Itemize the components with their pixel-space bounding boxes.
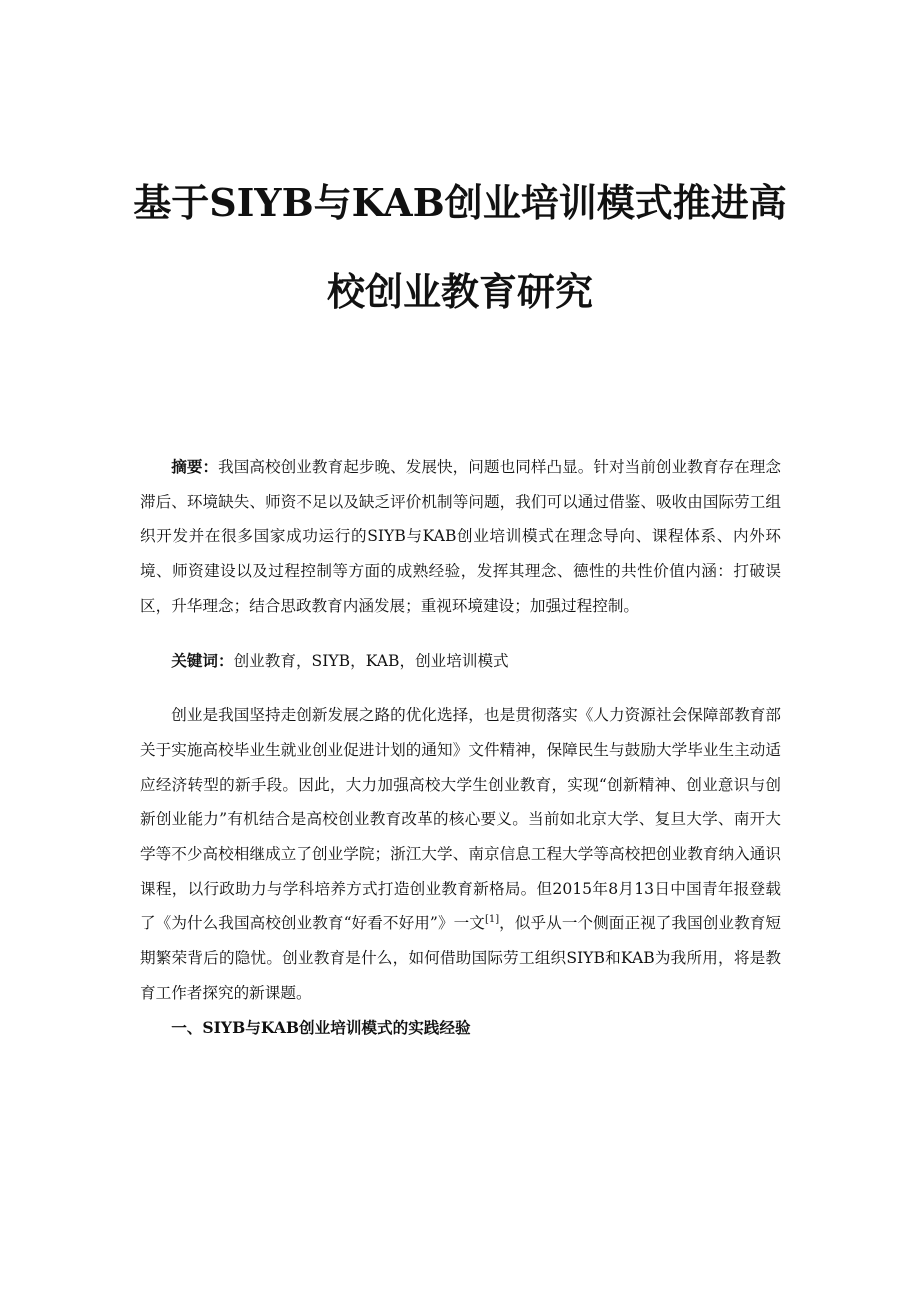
paper-body bbox=[140, 450, 781, 1045]
title-line-2: 校创业教育研究 bbox=[326, 269, 593, 314]
citation-reference: [1] bbox=[484, 914, 500, 926]
abstract-label: 摘要： bbox=[171, 457, 219, 476]
abstract-paragraph bbox=[140, 450, 781, 624]
intro-text-part-1: 创业是我国坚持走创新发展之路的优化选择，也是贯彻落实《人力资源社会保障部教育部关于实施高校毕业生就业创业促进计划的通知》文件精神，保障民生与鼓励大学毕业生主动适应经济转型的新手段。因此，大力加强高校大学生创业教育，实现“创新精神、创业意识与创新创业能力”有机结合是高校创业教育改革的核心要义。当前如北京大学、复旦大学、南开大学等不少高校相继成立了创业学院；浙江大学、南京信息工程大学等高校把创业教育纳入通识课程，以行政助力与学科培养方式打造创业教育新格局。但2015年8月13日中国青年报登载了《为什么我国高校创业教育“好看不好用”》一文 bbox=[140, 706, 781, 933]
keywords-label: 关键词： bbox=[171, 650, 234, 670]
intro-paragraph bbox=[140, 698, 781, 1010]
abstract-text: 我国高校创业教育起步晚、发展快，问题也同样凸显。针对当前创业教育存在理念滞后、环境缺失、师资不足以及缺乏评价机制等问题，我们可以通过借鉴、吸收由国际劳工组织开发并在很多国家成功运行的SIYB与KAB创业培训模式在理念导向、课程体系、内外环境、师资建设以及过程控制等方面的成熟经验，发挥其理念、德性的共性价值内涵：打破误区，升华理念；结合思政教育内涵发展；重视环境建设；加强过程控制。 bbox=[140, 458, 781, 615]
title-line-1: 基于SIYB与KAB创业培训模式推进高 bbox=[133, 180, 787, 225]
keywords-paragraph bbox=[140, 644, 781, 679]
section-heading: 一、SIYB与KAB创业培训模式的实践经验 bbox=[171, 1017, 471, 1037]
paper-title bbox=[130, 158, 790, 336]
intro-text-part-2: ，似乎从一个侧面正视了我国创业教育短期繁荣背后的隐忧。创业教育是什么，如何借助国际劳工组织SIYB和KAB为我所用，将是教育工作者探究的新课题。 bbox=[140, 914, 781, 1002]
keywords-text: 创业教育，SIYB，KAB，创业培训模式 bbox=[233, 651, 509, 670]
